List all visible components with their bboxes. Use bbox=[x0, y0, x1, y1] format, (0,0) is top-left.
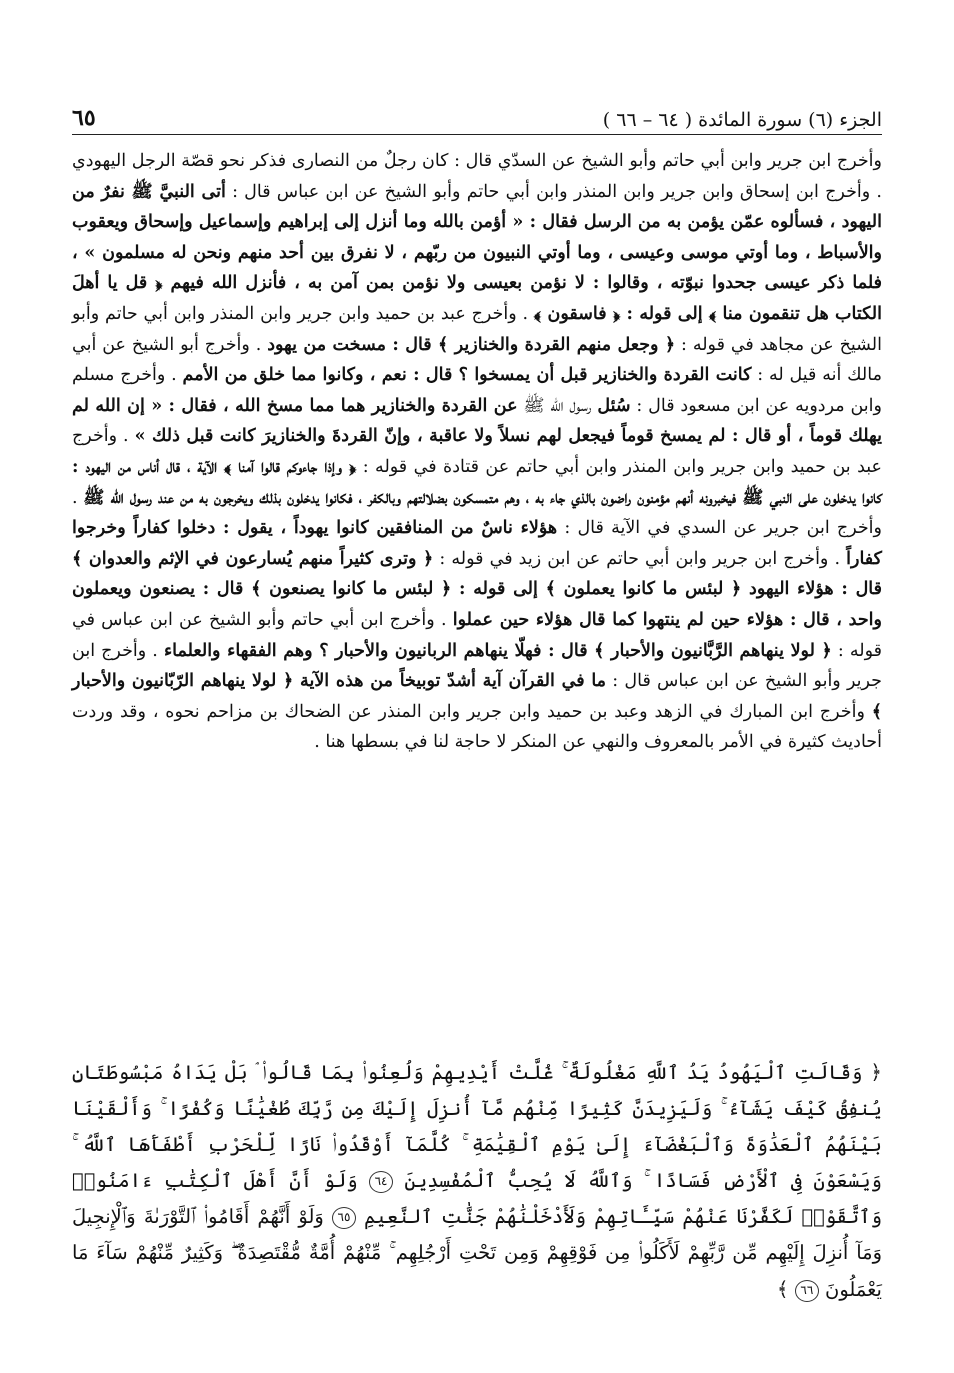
commentary-bold: ﴿ لولا ينهاهم الرَّبَّانيون والأحبار ﴾ قال : فهلّا ينهاهم الربانيون والأحبار ؟ وهم الفقهاء والعلماء bbox=[163, 640, 832, 661]
verse-64: وَقَالَتِ ٱلْيَهُودُ يَدُ ٱللَّهِ مَغْلُولَةٌ ۚ غُلَّتْ أَيْدِيهِمْ وَلُعِنُوا۟ بِمَا قَالُوا۟ ۘ بَلْ يَدَاهُ مَبْسُوطَتَانِ يُنفِقُ كَيْفَ يَشَآءُ ۚ وَلَيَزِيدَنَّ كَثِيرًا مِّنْهُم مَّآ أُنزِلَ إِلَيْكَ مِن رَّبِّكَ طُغْيَٰنًا وَكُفْرًا ۚ وَأَلْقَيْنَا بَيْنَهُمُ ٱلْعَدَٰوَةَ وَٱلْبَغْضَآءَ إِلَىٰ يَوْمِ ٱلْقِيَٰمَةِ ۚ كُلَّمَآ أَوْقَدُوا۟ نَارًا لِّلْحَرْبِ أَطْفَأَهَا ٱللَّهُ ۚ وَيَسْعَوْنَ فِى ٱلْأَرْضِ فَسَادًا ۚ وَٱللَّهُ لَا يُحِبُّ ٱلْمُفْسِدِينَ bbox=[72, 1061, 882, 1192]
commentary-bold: ﴿ وإذا جاءوكم قالوا آمنا ﴾ الآية ، قال أناس من اليهود : كانوا يدخلون على النبي ﷺ فيخبرونه أنهم مؤمنون راضون بالذي جاء به ، وهم متمسكون بضلالتهم وبالكفر ، فكانوا يدخلون بذلك ويخرجون به من عند رسول الله ﷺ bbox=[72, 456, 882, 508]
page-number: ٦٥ bbox=[72, 105, 96, 131]
ornate-bracket-close: ﴾ bbox=[776, 1277, 789, 1301]
page-header bbox=[72, 100, 882, 135]
commentary-bold: ﴿ وجعل منهم القردة والخنازير ﴾ قال : مسخت من يهود bbox=[267, 334, 676, 355]
commentary-bold: ﴿ وترى كثيراً منهم يُسارعون في الإثم والعدوان ﴾ قال : هؤلاء اليهود ﴿ لبئس ما كانوا يعملون ﴾ إلى قوله : ﴿ لبئس ما كانوا يصنعون ﴾ قال : يصنعون ويعملون واحد ، قال : هؤلاء حين لم ينتهوا كما قال هؤلاء حين عملوا bbox=[72, 548, 882, 630]
commentary-plain: رسول الله ﷺ bbox=[523, 395, 592, 416]
commentary-plain: . وأخرج ابن أبي حاتم وأبو الشيخ عن ابن عباس في قوله : bbox=[72, 609, 882, 661]
commentary-plain: . وأخرج ابن جرير وابن أبي حاتم عن ابن زيد في قوله : bbox=[439, 548, 841, 569]
commentary-bold: أتى النبيَّ ﷺ نفرٌ من اليهود ، فسألوه عمّن يؤمن به من الرسل فقال : « أؤمن بالله وما أنزل إلى إبراهيم وإسماعيل وإسحاق ويعقوب والأسباط ، وما أوتي موسى وعيسى ، وما أوتي النبيون من ربّهم ، لا نفرق بين أحد منهم ونحن له مسلمون » ، فلما ذكر عيسى جحدوا نبوّته ، وقالوا : لا نؤمن بعيسى ولا نؤمن بمن آمن به ، فأنزل الله فيهم ﴿ قل يا أهلَ الكتاب هل تنقمون منا ﴾ إلى قوله : ﴿ فاسقون ﴾ bbox=[72, 181, 883, 324]
quran-text bbox=[72, 1054, 882, 1308]
commentary-plain: . وأخرج أبو الشيخ عن أبي مالك أنه قيل له : bbox=[72, 334, 882, 386]
ornate-bracket-open: ﴿ bbox=[870, 1060, 882, 1084]
commentary-plain: . وأخرج ابن جرير وأبو الشيخ عن ابن عباس قال : bbox=[72, 640, 882, 692]
verse-number: ٦٦ bbox=[795, 1280, 819, 1302]
commentary-bold: هؤلاء ناسٌ من المنافقين كانوا يهوداً ، يقول : دخلوا كفاراً وخرجوا كفاراً bbox=[72, 518, 882, 569]
verse-65: وَلَوْ أَنَّ أَهْلَ ٱلْكِتَٰبِ ءَامَنُوا۟ وَٱتَّقَوْا۟ لَكَفَّرْنَا عَنْهُمْ سَيِّـَٔاتِهِمْ وَلَأَدْخَلْنَٰهُمْ جَنَّٰتِ ٱلنَّعِيمِ bbox=[72, 1169, 883, 1228]
commentary-plain: . وأخرج عبد بن حميد وابن جرير وابن المنذر وابن أبي حاتم وأبو الشيخ عن مجاهد في قوله : bbox=[72, 303, 882, 355]
verse-66: وَلَوْ أَنَّهُمْ أَقَامُوا۟ ٱلتَّوْرَىٰةَ وَٱلْإِنجِيلَ وَمَآ أُنزِلَ إِلَيْهِم مِّن رَّبِّهِمْ لَأَكَلُوا۟ مِن فَوْقِهِمْ وَمِن تَحْتِ أَرْجُلِهِم ۚ مِّنْهُمْ أُمَّةٌ مُّقْتَصِدَةٌ ۖ وَكَثِيرٌ مِّنْهُمْ سَآءَ مَا يَعْمَلُونَ bbox=[72, 1205, 882, 1301]
verse-number: ٦٥ bbox=[332, 1207, 356, 1229]
commentary-bold: كانت القردة والخنازير قبل أن يمسخوا ؟ قال : نعم ، وكانوا مما خلق من الأمم bbox=[182, 365, 752, 386]
commentary-plain: . وأخرج عبد بن حميد وابن جرير وابن المنذر وابن أبي حاتم عن قتادة في قوله : bbox=[72, 426, 882, 477]
commentary-bold: سُئل bbox=[597, 395, 631, 416]
commentary-plain: . وأخرج ابن جرير عن السدي في الآية قال : bbox=[72, 487, 882, 539]
verse-number: ٦٤ bbox=[369, 1171, 393, 1193]
commentary-plain: وأخرج ابن جرير وابن أبي حاتم وأبو الشيخ عن السدّي قال : كان رجلٌ من النصارى فذكر نحو قصّة الرجل اليهودي . وأخرج ابن إسحاق وابن جرير وابن المنذر وابن أبي حاتم وأبو الشيخ عن ابن عباس قال : bbox=[72, 151, 882, 202]
commentary-bold: عن القردة والخنازير هما مما مسخ الله ، فقال : « إن الله لم يهلك قوماً ، أو قال : لم يمسخ قوماً فيجعل لهم نسلاً ولا عاقبة ، وإنّ القردةَ والخنازيرَ كانت قبل ذلك » bbox=[72, 395, 882, 447]
commentary-plain: . وأخرج مسلم وابن مردويه عن ابن مسعود قال : bbox=[72, 365, 882, 416]
running-title: الجزء (٦) سورة المائدة ( ٦٤ – ٦٦ ) bbox=[602, 109, 882, 131]
commentary-text bbox=[72, 146, 882, 758]
commentary-bold: ما في القرآن آية أشدّ توبيخاً من هذه الآية ﴿ لولا ينهاهم الرّبّانيون والأحبار ﴾ bbox=[72, 671, 882, 722]
commentary-plain: وأخرج ابن المبارك في الزهد وعبد بن حميد وابن جرير وابن المنذر عن الضحاك بن مزاحم نحوه ، وقد وردت أحاديث كثيرة في الأمر بالمعروف والنهي عن المنكر لا حاجة لنا في بسطها هنا . bbox=[72, 701, 882, 753]
